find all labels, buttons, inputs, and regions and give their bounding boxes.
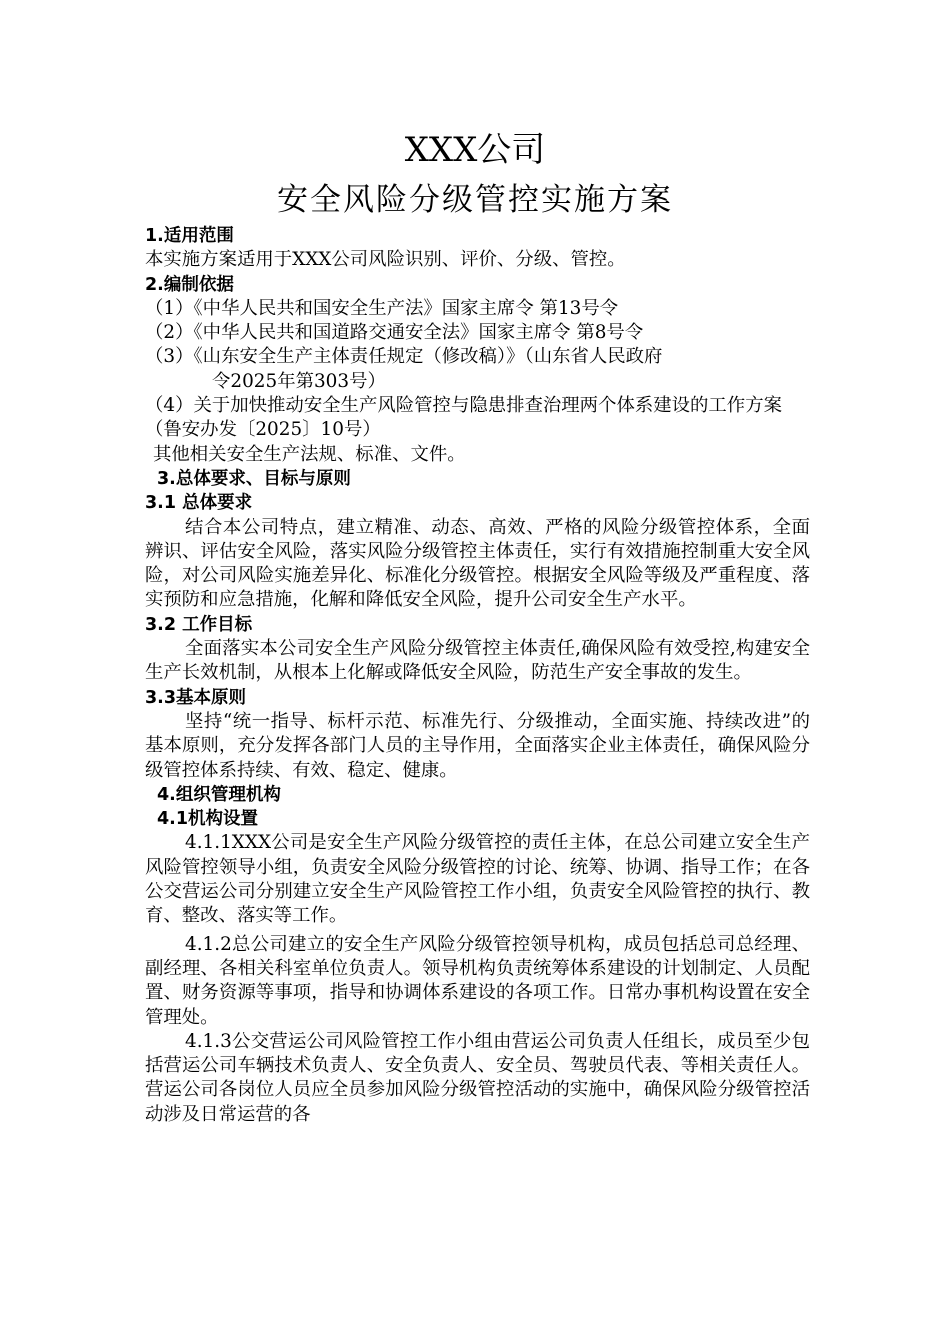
section-3-2-text: 全面落实本公司安全生产风险分级管控主体责任,确保风险有效受控,构建安全生产长效机制，从根本上化解或降低安全风险，防范生产安全事故的发生。	[145, 638, 810, 684]
section-2-heading: 2.编制依据	[145, 274, 234, 295]
basis-item-1: （1）《中华人民共和国安全生产法》国家主席令 第13号令	[145, 297, 619, 319]
section-3-3-heading: 3.3基本原则	[145, 687, 247, 708]
section-3-2-heading: 3.2 工作目标	[145, 614, 253, 635]
section-4-1-3-text: 4.1.3公交营运公司风险管控工作小组由营运公司负责人任组长，成员至少包括营运公司车辆技术负责人、安全负责人、安全员、驾驶员代表、等相关责任人。营运公司各岗位人员应全员参加风险分级管控活动的实施中，确保风险分级管控活动涉及日常运营的各	[145, 1030, 810, 1125]
basis-item-5: 其他相关安全生产法规、标准、文件。	[153, 443, 466, 465]
basis-item-2: （2）《中华人民共和国道路交通安全法》国家主席令 第8号令	[145, 322, 644, 344]
section-1-text: 本实施方案适用于XXX公司风险识别、评价、分级、管控。	[145, 249, 626, 271]
section-3-heading: 3.总体要求、目标与原则	[157, 468, 351, 489]
basis-item-3-line-2: 令2025年第303号）	[212, 370, 386, 392]
section-1-heading: 1.适用范围	[145, 226, 234, 246]
document-main-title: 安全风险分级管控实施方案	[277, 182, 673, 218]
section-4-1-heading: 4.1机构设置	[157, 809, 259, 830]
section-4-1-2-text: 4.1.2总公司建立的安全生产风险分级管控领导机构，成员包括总司总经理、副经理、各相关科室单位负责人。领导机构负责统筹体系建设的计划制定、人员配置、财务资源等事项，指导和协调体系建设的各项工作。日常办事机构设置在安全管理处。	[145, 933, 810, 1028]
basis-item-3-line-1: （3）《山东安全生产主体责任规定（修改稿）》（山东省人民政府	[145, 346, 663, 368]
section-3-3-text: 坚持“统一指导、标杆示范、标准先行、分级推动，全面实施、持续改进”的基本原则，充分发挥各部门人员的主导作用，全面落实企业主体责任，确保风险分级管控体系持续、有效、稳定、健康。	[145, 710, 810, 781]
basis-item-4: （4）关于加快推动安全生产风险管控与隐患排查治理两个体系建设的工作方案（鲁安办发〔2025〕10号）	[145, 395, 782, 441]
section-4-heading: 4.组织管理机构	[157, 784, 281, 805]
document-company-title: XXX公司	[404, 130, 546, 170]
section-3-1-text: 结合本公司特点，建立精准、动态、高效、严格的风险分级管控体系，全面辨识、评估安全风险，落实风险分级管控主体责任，实行有效措施控制重大安全风险，对公司风险实施差异化、标准化分级管控。根据安全风险等级及严重程度、落实预防和应急措施，化解和降低安全风险，提升公司安全生产水平。	[145, 516, 810, 611]
document-body	[145, 224, 810, 1127]
section-4-1-1-text: 4.1.1XXX公司是安全生产风险分级管控的责任主体，在总公司建立安全生产风险管控领导小组，负责安全风险分级管控的讨论、统筹、协调、指导工作；在各公交营运公司分别建立安全生产风险管控工作小组，负责安全风险管控的执行、教育、整改、落实等工作。	[145, 832, 810, 927]
section-3-1-heading: 3.1 总体要求	[145, 493, 253, 514]
